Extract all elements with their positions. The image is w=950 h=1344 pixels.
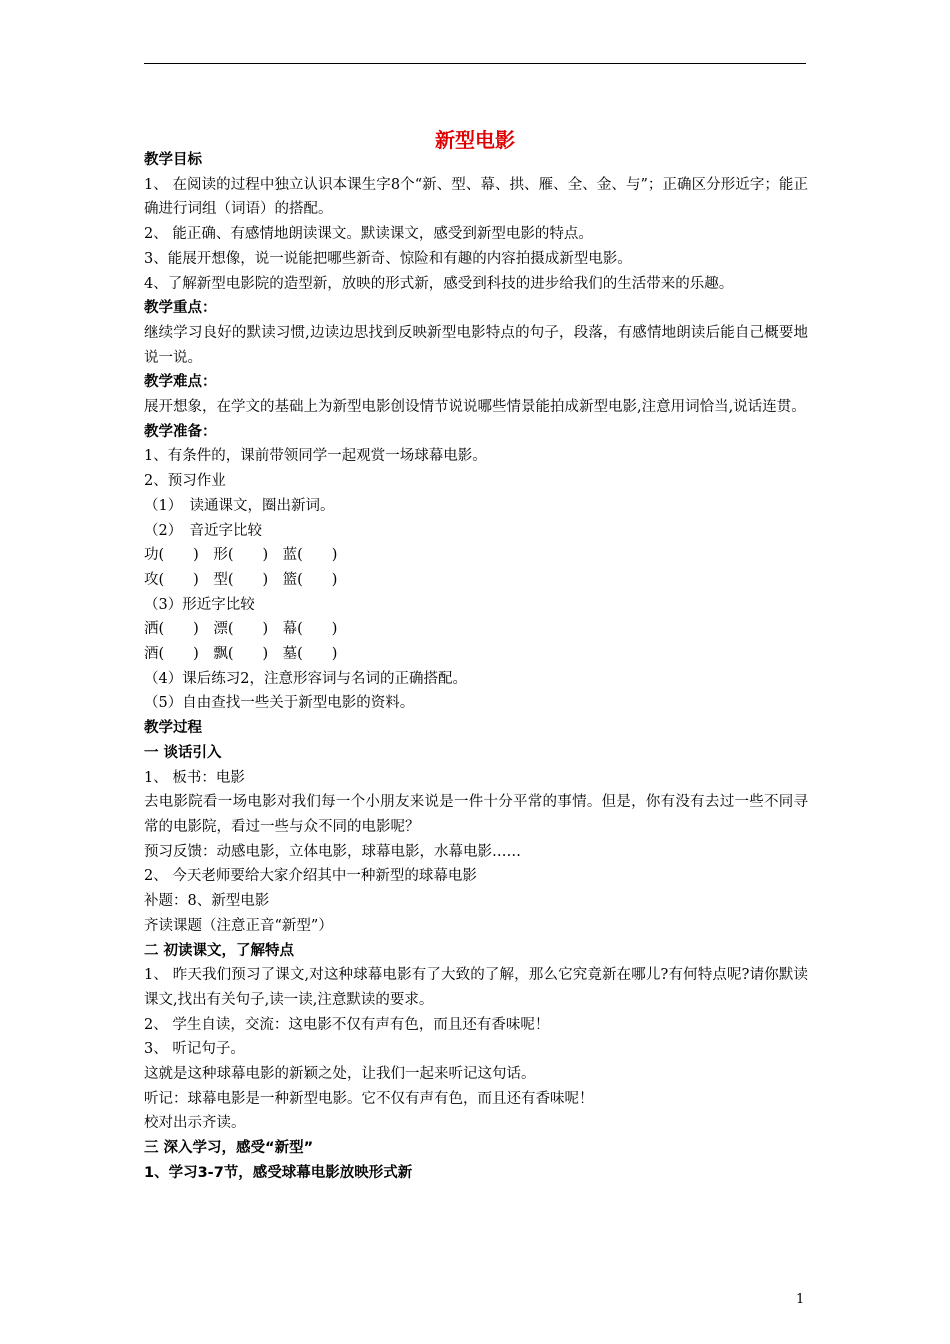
text-line: 2、 今天老师要给大家介绍其中一种新型的球幕电影 [144, 868, 477, 885]
text-line: 这就是这种球幕电影的新颖之处，让我们一起来听记这句话。 [144, 1066, 536, 1083]
text-line: 1、有条件的，课前带领同学一起观赏一场球幕电影。 [144, 448, 487, 465]
document-title: 新型电影 [435, 128, 515, 152]
section-heading: 教学重点： [144, 300, 217, 317]
header-rule [144, 63, 806, 64]
page-number: 1 [796, 1292, 805, 1307]
text-line: 校对出示齐读。 [144, 1115, 246, 1132]
text-line: 2、 能正确、有感情地朗读课文。默读课文，感受到新型电影的特点。 [144, 226, 593, 243]
text-line: 展开想象，在学文的基础上为新型电影创设情节说说哪些情景能拍成新型电影,注意用词恰当,说话连贯。 [144, 399, 806, 416]
document-body [144, 148, 808, 1186]
text-line: 1、 板书：电影 [144, 769, 245, 786]
text-line: 齐读课题（注意正音“新型”） [144, 917, 333, 934]
section-heading: 二 初读课文，了解特点 [144, 942, 295, 959]
text-line: 功( ) 形( ) 蓝( ) [144, 547, 338, 564]
text-line: 4、了解新型电影院的造型新，放映的形式新，感受到科技的进步给我们的生活带来的乐趣。 [144, 275, 734, 292]
text-line: 继续学习良好的默读习惯,边读边思找到反映新型电影特点的句子，段落，有感情地朗读后能自己概要地说一说。 [144, 324, 808, 366]
text-line: 2、预习作业 [144, 473, 226, 490]
section-heading: 教学目标 [144, 152, 202, 168]
section-heading: 教学难点： [144, 374, 217, 391]
text-line: （5）自由查找一些关于新型电影的资料。 [144, 695, 415, 712]
text-line: 2、 学生自读，交流：这电影不仅有声有色，而且还有香味呢！ [144, 1016, 550, 1033]
text-line: （4）课后练习2，注意形容词与名词的正确搭配。 [144, 670, 467, 687]
section-heading: 1、学习3-7节，感受球幕电影放映形式新 [144, 1164, 413, 1181]
text-line: 预习反馈：动感电影，立体电影，球幕电影，水幕电影…… [144, 843, 521, 860]
text-line: 听记：球幕电影是一种新型电影。它不仅有声有色，而且还有香味呢！ [144, 1090, 594, 1107]
text-line: 洒( ) 漂( ) 幕( ) [144, 621, 338, 638]
section-heading: 教学准备： [144, 423, 217, 440]
text-line: （1） 读通课文，圈出新词。 [144, 497, 335, 514]
text-line: 攻( ) 型( ) 篮( ) [144, 571, 338, 588]
text-line: （2） 音近字比较 [144, 522, 262, 539]
text-line: 酒( ) 飘( ) 墓( ) [144, 646, 338, 663]
text-line: 1、 在阅读的过程中独立认识本课生字8个“新、型、幕、拱、雁、全、金、与”；正确区分形近字；能正确进行词组（词语）的搭配。 [144, 176, 808, 218]
text-line: 3、能展开想像，说一说能把哪些新奇、惊险和有趣的内容拍摄成新型电影。 [144, 250, 632, 267]
section-heading: 一 谈话引入 [144, 744, 222, 761]
text-line: 1、 昨天我们预习了课文,对这种球幕电影有了大致的了解，那么它究竟新在哪儿?有何特点呢?请你默读课文,找出有关句子,读一读,注意默读的要求。 [144, 967, 808, 1008]
text-line: （3）形近字比较 [144, 596, 255, 613]
text-line: 去电影院看一场电影对我们每一个小朋友来说是一件十分平常的事情。但是，你有没有去过一些不同寻常的电影院，看过一些与众不同的电影呢？ [144, 794, 808, 835]
section-heading: 三 深入学习，感受“新型” [144, 1140, 314, 1157]
text-line: 3、 听记句子。 [144, 1041, 245, 1058]
section-heading: 教学过程 [144, 720, 202, 737]
text-line: 补题：8、新型电影 [144, 893, 270, 910]
